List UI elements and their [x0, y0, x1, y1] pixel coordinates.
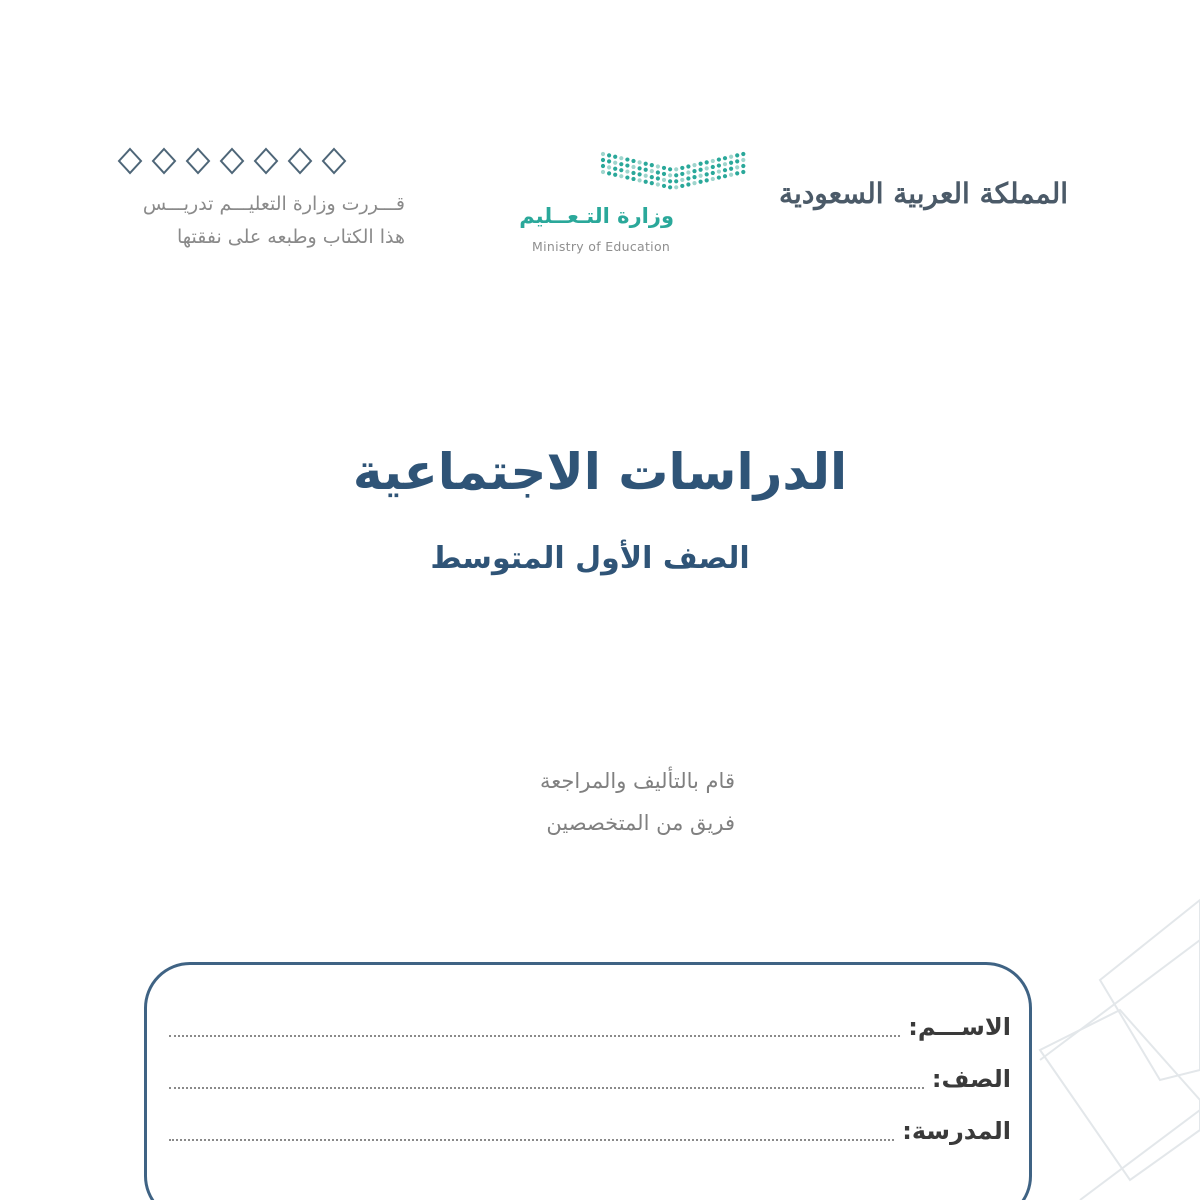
authorship-line-1: قام بالتأليف والمراجعة — [540, 769, 735, 793]
decision-line-1: قـــررت وزارة التعليـــم تدريـــس — [142, 193, 405, 215]
authorship-line-2: فريق من المتخصصين — [546, 811, 735, 835]
name-field-line[interactable] — [169, 1035, 900, 1037]
grade-label: الصف: — [931, 1065, 1011, 1093]
name-label: الاســـم: — [908, 1013, 1011, 1041]
grade-field-line[interactable] — [169, 1087, 924, 1089]
name-field-row — [169, 1007, 1011, 1047]
kingdom-calligraphy-logo: المملكة العربية السعودية — [779, 177, 1068, 210]
school-field-row — [169, 1111, 1011, 1151]
book-title: الدراسات الاجتماعية — [352, 443, 848, 501]
student-info-box — [144, 962, 1032, 1200]
school-field-line[interactable] — [169, 1139, 894, 1141]
ministry-decision-text — [60, 188, 405, 254]
ministry-of-education-logo — [520, 148, 750, 260]
ministry-name-english: Ministry of Education — [532, 239, 671, 254]
grade-field-row — [169, 1059, 1011, 1099]
authorship-credit — [400, 760, 735, 844]
decision-line-2: هذا الكتاب وطبعه على نفقتها — [176, 226, 405, 248]
ministry-dots-icon — [600, 150, 748, 200]
grade-title: الصف الأول المتوسط — [430, 541, 750, 576]
diamond-pattern-icon — [116, 146, 366, 176]
ministry-name-arabic: وزارة التـعــليم — [519, 204, 674, 228]
school-label: المدرسة: — [902, 1117, 1011, 1145]
